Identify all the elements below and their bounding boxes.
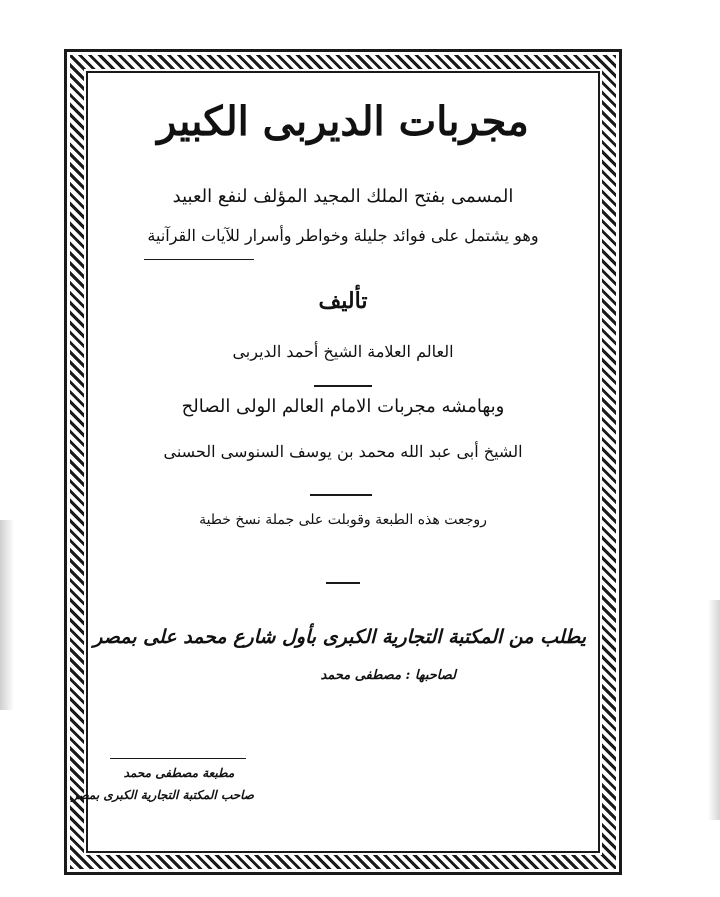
book-title: مجربات الديربى الكبير <box>157 98 529 145</box>
publisher-owner: لصاحبها : مصطفى محمد <box>320 668 456 683</box>
book-subtitle: المسمى بفتح الملك المجيد المؤلف لنفع العبيد <box>172 186 514 207</box>
publisher-line: يطلب من المكتبة التجارية الكبرى بأول شارع محمد على بمصر <box>93 626 586 648</box>
page-edge-shadow-left <box>0 520 14 710</box>
separator-rule <box>326 582 360 584</box>
margin-work-line-1: وبهامشه مجربات الامام العالم الولى الصالح <box>181 396 505 417</box>
separator-rule <box>314 385 372 387</box>
separator-rule <box>310 494 372 496</box>
press-imprint <box>71 762 254 806</box>
press-owner: صاحب المكتبة التجارية الكبرى بمصر <box>71 788 254 802</box>
book-description: وهو يشتمل على فوائد جليلة وخواطر وأسرار للآيات القرآنية <box>147 226 539 245</box>
title-page-content <box>71 80 586 840</box>
author-name: العالم العلامة الشيخ أحمد الديربى <box>232 342 454 361</box>
page-edge-shadow-right <box>708 600 720 820</box>
margin-work-line-2: الشيخ أبى عبد الله محمد بن يوسف السنوسى الحسنى <box>163 442 523 461</box>
edition-review-note: روجعت هذه الطبعة وقوبلت على جملة نسخ خطية <box>199 512 487 528</box>
description-underline <box>144 259 254 260</box>
authored-by-label: تأليف <box>318 288 368 314</box>
press-name: مطبعة مصطفى محمد <box>123 766 235 780</box>
press-rule <box>110 758 246 759</box>
